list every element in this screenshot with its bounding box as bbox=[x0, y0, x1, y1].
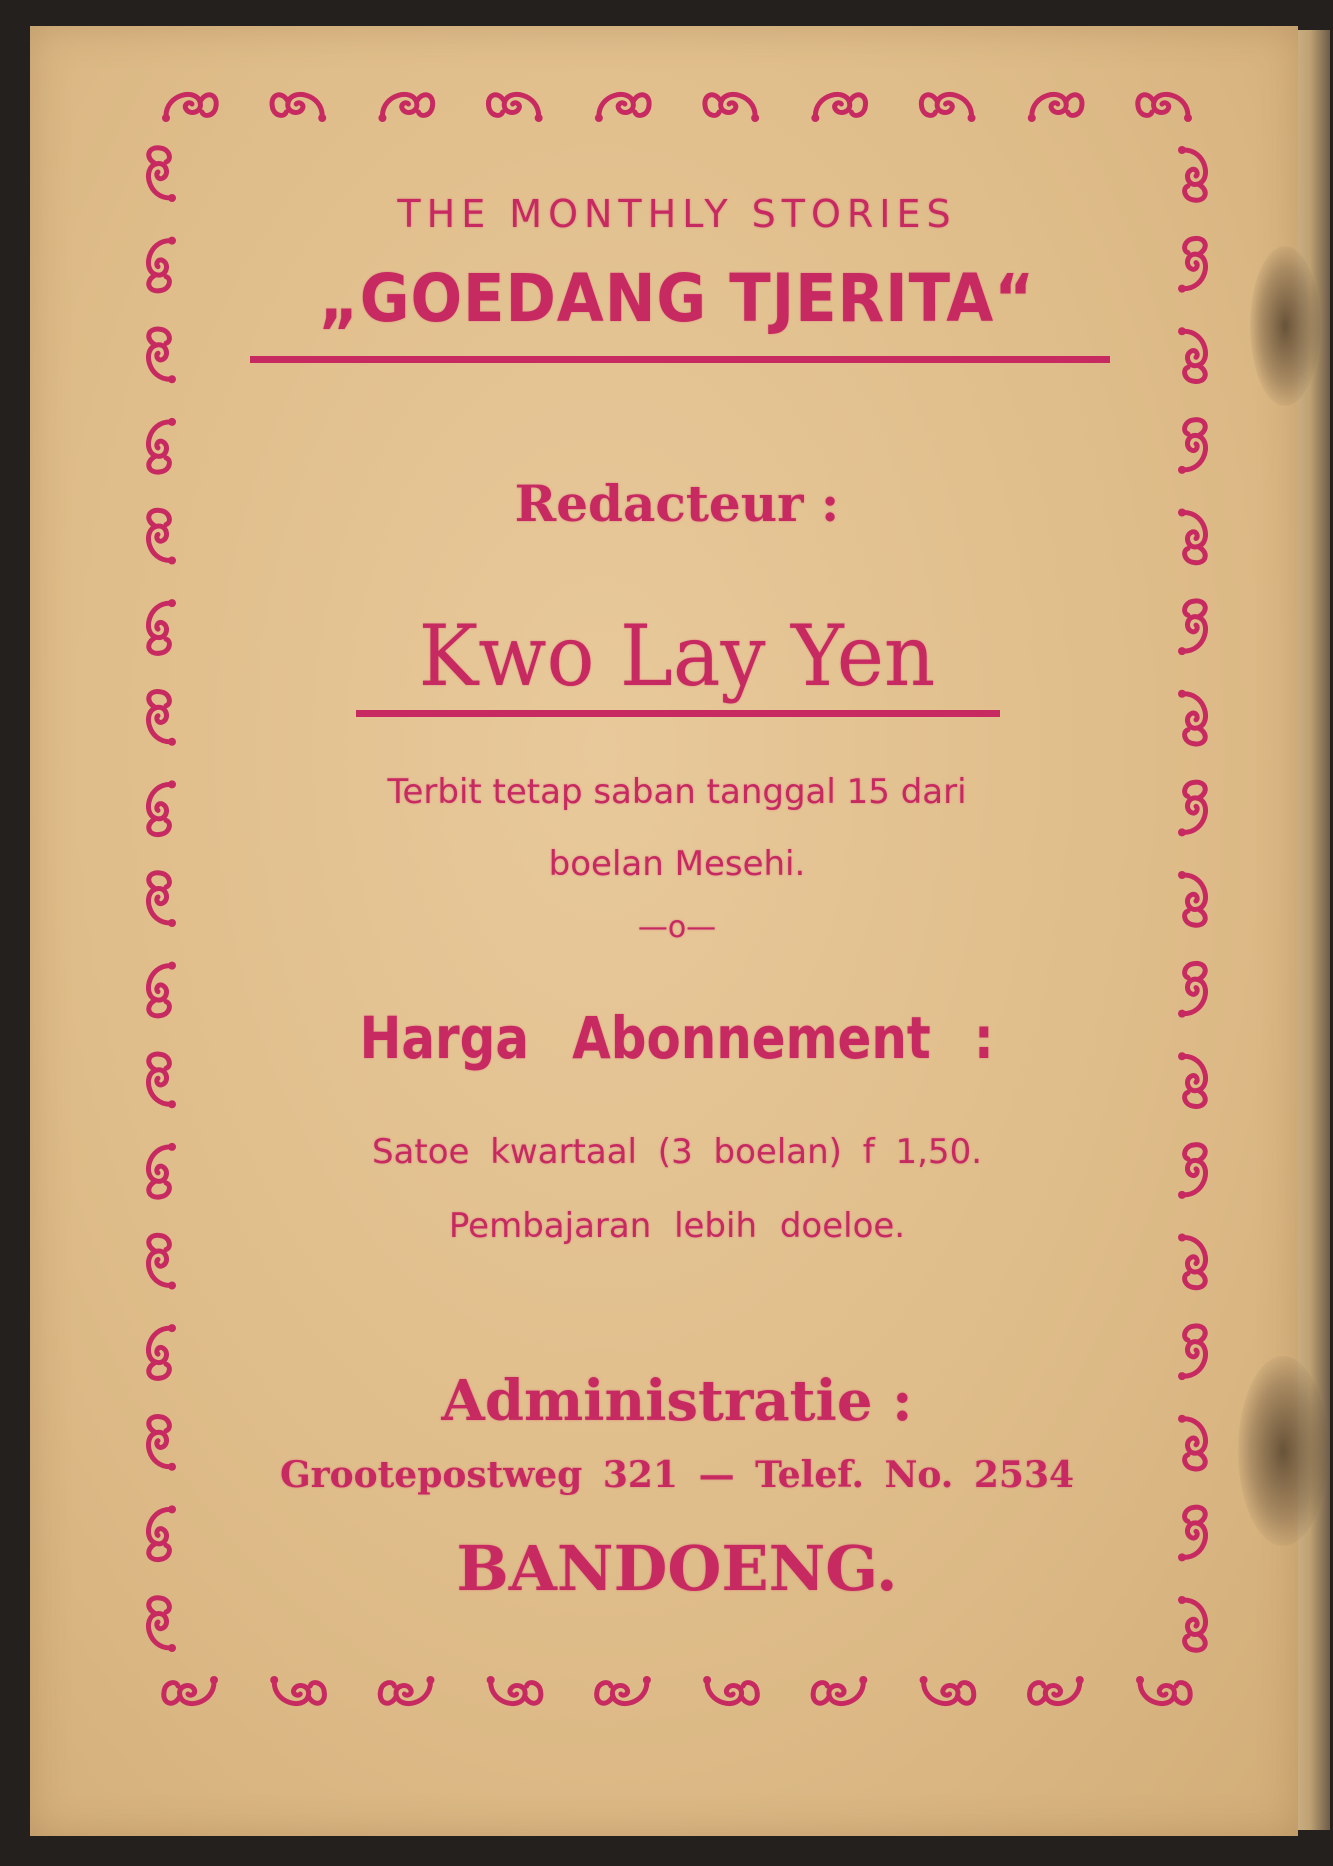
administration-heading: Administratie : bbox=[441, 1368, 913, 1434]
price-heading: Harga Abonnement : bbox=[359, 1004, 995, 1072]
magazine-title: „GOEDANG TJERITA“ bbox=[318, 260, 1036, 337]
administration-city: BANDOENG. bbox=[456, 1532, 898, 1605]
issue-schedule-line-2: boelan Mesehi. bbox=[548, 844, 806, 884]
editor-underline bbox=[356, 710, 1000, 717]
editor-name-wrapper bbox=[138, 607, 1216, 705]
section-separator: —o— bbox=[637, 910, 717, 945]
administration-address: Grootepostweg 321 — Telef. No. 2534 bbox=[279, 1454, 1075, 1496]
editor-label: Redacteur : bbox=[514, 474, 840, 533]
stain-mark bbox=[1238, 1356, 1328, 1546]
series-label: THE MONTHLY STORIES bbox=[397, 192, 957, 236]
price-heading-wrapper bbox=[138, 1004, 1216, 1072]
subscription-price: Satoe kwartaal (3 boelan) f 1,50. bbox=[371, 1132, 983, 1172]
title-underline bbox=[250, 356, 1110, 363]
editor-name: Kwo Lay Yen bbox=[418, 607, 936, 705]
cover-content bbox=[138, 84, 1216, 1714]
issue-schedule-line-1: Terbit tetap saban tanggal 15 dari bbox=[387, 772, 967, 812]
stain-mark bbox=[1250, 246, 1320, 406]
payment-terms: Pembajaran lebih doeloe. bbox=[448, 1206, 906, 1246]
